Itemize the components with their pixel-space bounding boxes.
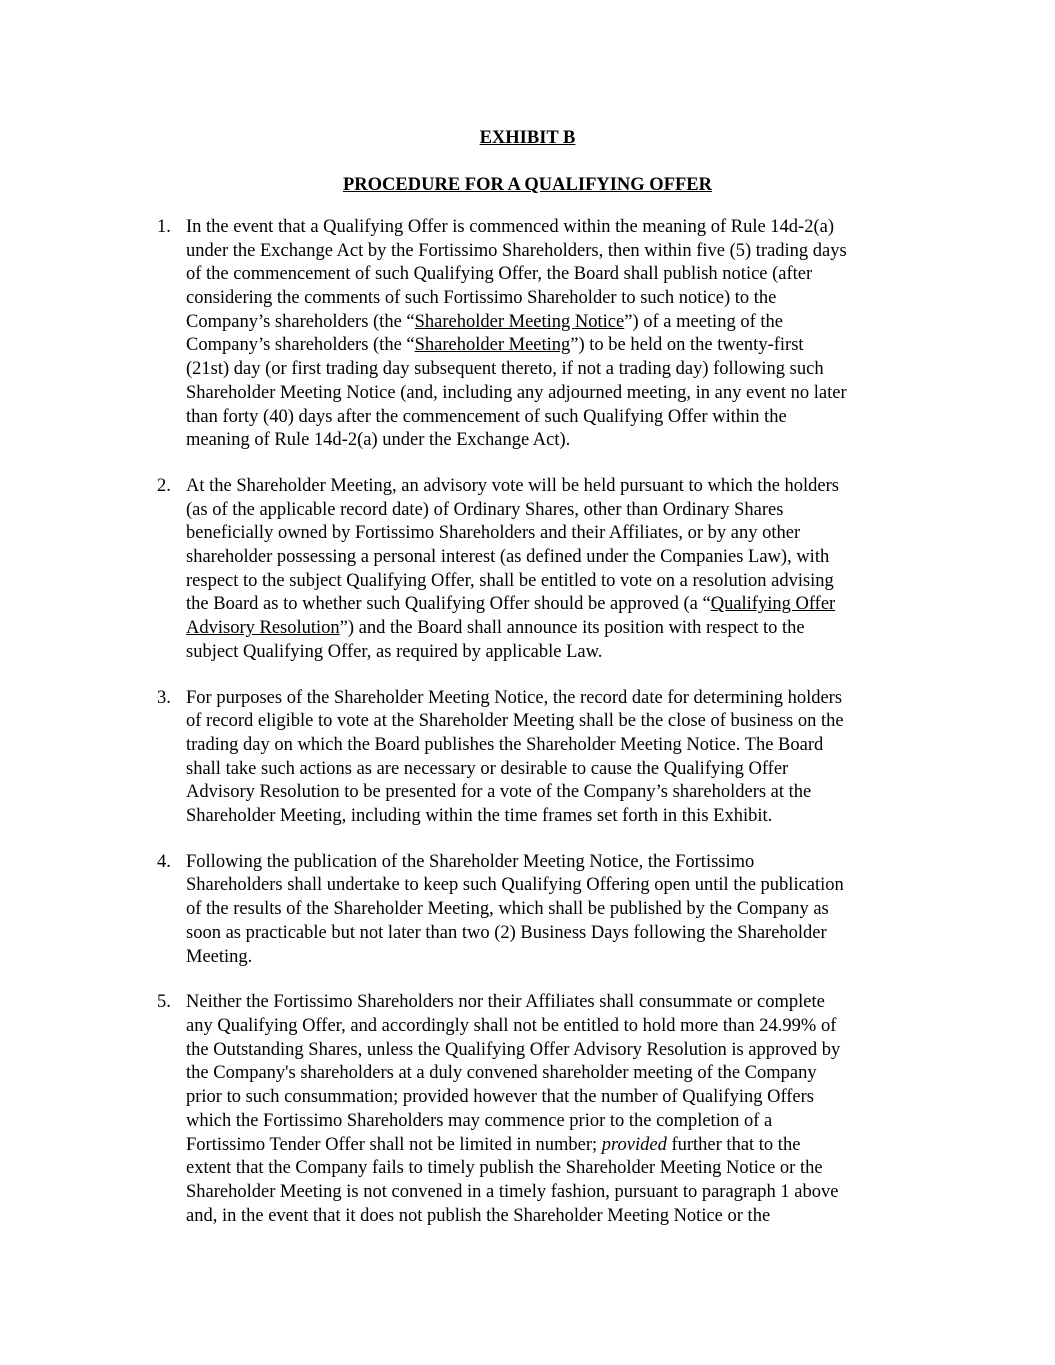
document-content [124,127,931,1250]
exhibit-heading [124,127,931,151]
list-item-1 [124,216,931,453]
list-item-3 [124,687,931,829]
exhibit-heading-text: EXHIBIT B [479,128,576,148]
procedure-heading [124,174,931,198]
paragraph-text: Neither the Fortissimo Shareholders nor their Affiliates shall consummate or complete any Qualifying Offer, and accordingly shall not be entitled to hold more than 24.99% of the Outstanding Shares, unless the Qualifying Offer Advisory Resolution is approved by the Company's shareholders at a duly convened shareholder meeting of the Company prior to such consummation; provided however that the number of Qualifying Offers which the Fortissimo Shareholders may commence prior to the completion of a Fortissimo Tender Offer shall not be limited in number; provided further that to the extent that the Company fails to timely publish the Shareholder Meeting Notice or the Shareholder Meeting is not convened in a timely fashion, pursuant to paragraph 1 above and, in the event that it does not publish the Shareholder Meeting Notice or the [186,992,841,1226]
list-item-5 [124,991,931,1228]
list-item-4 [124,851,931,970]
list-item-number: 1. [157,216,171,237]
list-item-number: 3. [157,687,171,708]
list-item-number: 4. [157,851,171,872]
paragraph-text: At the Shareholder Meeting, an advisory vote will be held pursuant to which the holders (as of the applicable record date) of Ordinary Shares, other than Ordinary Shares beneficially owned by Fortissimo Shareholders and their Affiliates, or by any other shareholder possessing a personal interest (as defined under the Companies Law), with respect to the subject Qualifying Offer, shall be entitled to vote on a resolution advising the Board as to whether such Qualifying Offer should be approved (a “Qualifying Offer Advisory Resolution”) and the Board shall announce its position with respect to the subject Qualifying Offer, as required by applicable Law. [186,475,840,662]
list-item-number: 2. [157,475,171,496]
list-item-number: 5. [157,992,171,1013]
list-item-2 [124,475,931,665]
numbered-list [124,216,931,1228]
paragraph-text: Following the publication of the Shareholder Meeting Notice, the Fortissimo Shareholders shall undertake to keep such Qualifying Offering open until the publication of the results of the Shareholder Meeting, which shall be published by the Company as soon as practicable but not later than two (2) Business Days following the Shareholder Meeting. [186,851,844,967]
procedure-heading-text: PROCEDURE FOR A QUALIFYING OFFER [343,175,712,196]
paragraph-text: For purposes of the Shareholder Meeting Notice, the record date for determining holders of record eligible to vote at the Shareholder Meeting shall be the close of business on the trading day on which the Board publishes the Shareholder Meeting Notice. The Board shall take such actions as are necessary or desirable to cause the Qualifying Offer Advisory Resolution to be presented for a vote of the Company’s shareholders at the Shareholder Meeting, including within the time frames set forth in this Exhibit. [186,687,844,827]
paragraph-text: In the event that a Qualifying Offer is commenced within the meaning of Rule 14d-2(a) under the Exchange Act by the Fortissimo Shareholders, then within five (5) trading days of the commencement of such Qualifying Offer, the Board shall publish notice (after considering the comments of such Fortissimo Shareholder to such notice) to the Company’s shareholders (the “Shareholder Meeting Notice”) of a meeting of the Company’s shareholders (the “Shareholder Meeting”) to be held on the twenty-first (21st) day (or first trading day subsequent thereto, if not a trading day) following such Shareholder Meeting Notice (and, including any adjourned meeting, in any event no later than forty (40) days after the commencement of such Qualifying Offer within the meaning of Rule 14d-2(a) under the Exchange Act). [186,216,847,451]
